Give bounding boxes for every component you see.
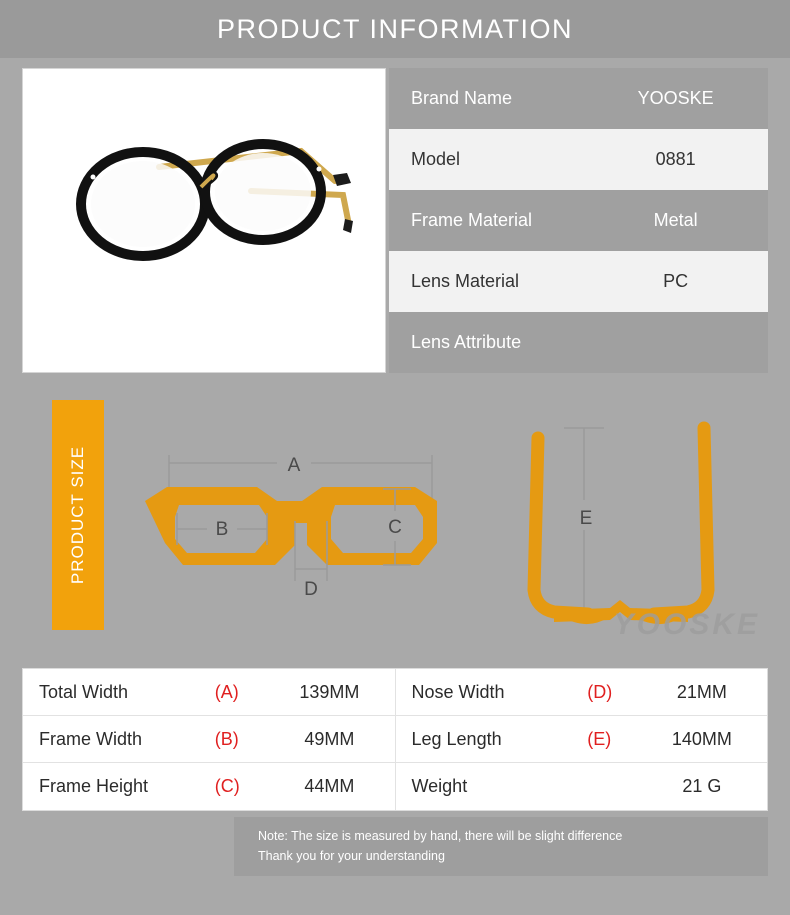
measure-label: Weight <box>411 776 468 796</box>
spec-value: PC <box>663 271 689 291</box>
measure-letter: (E) <box>587 728 612 749</box>
measurement-table <box>22 668 768 811</box>
measure-label: Frame Width <box>39 728 143 749</box>
spec-row-brand-name <box>389 68 768 129</box>
brand-watermark: YOOSKE <box>613 608 760 641</box>
table-row <box>23 763 767 810</box>
measure-value: 21 G <box>682 776 722 796</box>
svg-text:D: D <box>304 579 318 600</box>
spec-label: Lens Attribute <box>411 332 522 352</box>
measure-letter: (B) <box>214 728 239 749</box>
measure-value: 49MM <box>304 728 355 749</box>
measure-value: 139MM <box>299 681 360 702</box>
spec-row-lens-attribute <box>389 312 768 373</box>
measure-label: Frame Height <box>39 776 149 796</box>
spec-row-lens-material <box>389 251 768 312</box>
spec-row-model <box>389 129 768 190</box>
svg-text:C: C <box>388 517 402 538</box>
table-row <box>23 669 767 716</box>
spec-label: Model <box>411 149 461 169</box>
side-view-diagram <box>492 400 752 630</box>
measure-value: 140MM <box>671 728 732 749</box>
svg-text:E: E <box>579 508 593 529</box>
spec-row-frame-material <box>389 190 768 251</box>
product-photo <box>22 68 386 373</box>
spec-label: Frame Material <box>411 210 533 230</box>
spec-label: Brand Name <box>411 88 513 108</box>
svg-text:B: B <box>215 519 229 540</box>
product-size-tab-label: PRODUCT SIZE <box>68 445 87 585</box>
measure-value: 44MM <box>304 776 355 796</box>
measure-label: Leg Length <box>411 728 502 749</box>
measure-letter: (C) <box>214 776 240 796</box>
product-spec-list <box>389 68 768 373</box>
measure-label: Total Width <box>39 681 129 702</box>
front-view-diagram <box>127 413 477 623</box>
note-line-2: Thank you for your understanding <box>258 849 445 863</box>
measure-letter <box>587 763 636 810</box>
spec-value: YOOSKE <box>637 88 714 108</box>
spec-value: 0881 <box>655 149 696 169</box>
product-info-block <box>22 68 768 373</box>
svg-text:A: A <box>287 455 301 476</box>
table-row <box>23 716 767 763</box>
measure-value: 21MM <box>676 681 727 702</box>
measure-letter: (A) <box>214 681 239 702</box>
page-header <box>0 0 790 58</box>
measure-letter: (D) <box>587 681 613 702</box>
eyeglasses-illustration <box>51 129 356 269</box>
product-size-section <box>22 395 768 650</box>
page-title: PRODUCT INFORMATION <box>217 13 573 44</box>
spec-value: Metal <box>653 210 698 230</box>
note-line-1: Note: The size is measured by hand, there will be slight difference <box>258 829 623 843</box>
spec-label: Lens Material <box>411 271 520 291</box>
measure-label: Nose Width <box>411 681 505 702</box>
measurement-note <box>234 817 768 876</box>
product-size-tab <box>52 400 104 630</box>
